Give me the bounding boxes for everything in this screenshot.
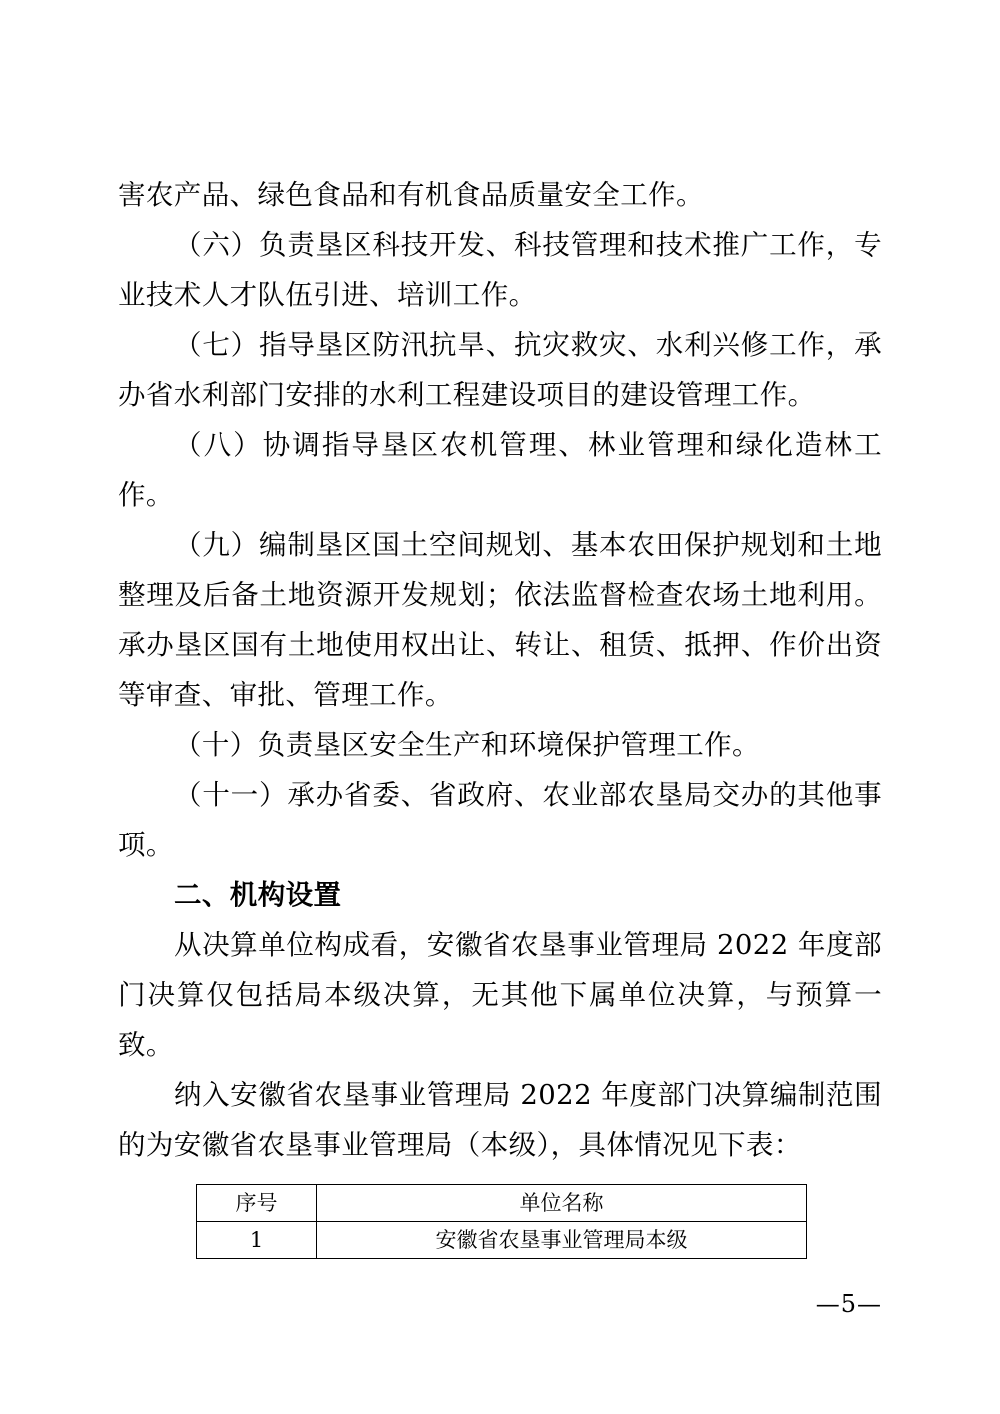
table-cell-unit-name: 安徽省农垦事业管理局本级: [317, 1222, 807, 1259]
table-cell-index: 1: [197, 1222, 317, 1259]
table-header-unit-name: 单位名称: [317, 1185, 807, 1222]
paragraph-continued: 害农产品、绿色食品和有机食品质量安全工作。: [118, 179, 704, 211]
org-table: [196, 1184, 807, 1259]
page-number: —5—: [815, 1290, 882, 1318]
section-heading: 二、机构设置: [174, 879, 342, 911]
paragraph-item-6: （六）负责垦区科技开发、科技管理和技术推广工作，专业技术人才队伍引进、培训工作。: [118, 229, 882, 311]
paragraph-item-8: （八）协调指导垦区农机管理、林业管理和绿化造林工作。: [118, 429, 882, 511]
table-header-row: [197, 1185, 807, 1222]
paragraph-item-10: （十）负责垦区安全生产和环境保护管理工作。: [174, 729, 760, 761]
paragraph-item-11: （十一）承办省委、省政府、农业部农垦局交办的其他事项。: [118, 779, 882, 861]
document-body: [118, 170, 882, 1259]
paragraph-section-2: 纳入安徽省农垦事业管理局 2022 年度部门决算编制范围的为安徽省农垦事业管理局（本级），具体情况见下表：: [118, 1079, 882, 1161]
paragraph-item-7: （七）指导垦区防汛抗旱、抗灾救灾、水利兴修工作，承办省水利部门安排的水利工程建设项目的建设管理工作。: [118, 329, 882, 411]
paragraph-section-1: 从决算单位构成看，安徽省农垦事业管理局 2022 年度部门决算仅包括局本级决算，无其他下属单位决算，与预算一致。: [118, 929, 882, 1061]
paragraph-item-9: （九）编制垦区国土空间规划、基本农田保护规划和土地整理及后备土地资源开发规划；依法监督检查农场土地利用。承办垦区国有土地使用权出让、转让、租赁、抵押、作价出资等审查、审批、管理工作。: [118, 529, 882, 711]
table-header-index: 序号: [197, 1185, 317, 1222]
table-row: [197, 1222, 807, 1259]
org-table-wrapper: [196, 1184, 806, 1259]
